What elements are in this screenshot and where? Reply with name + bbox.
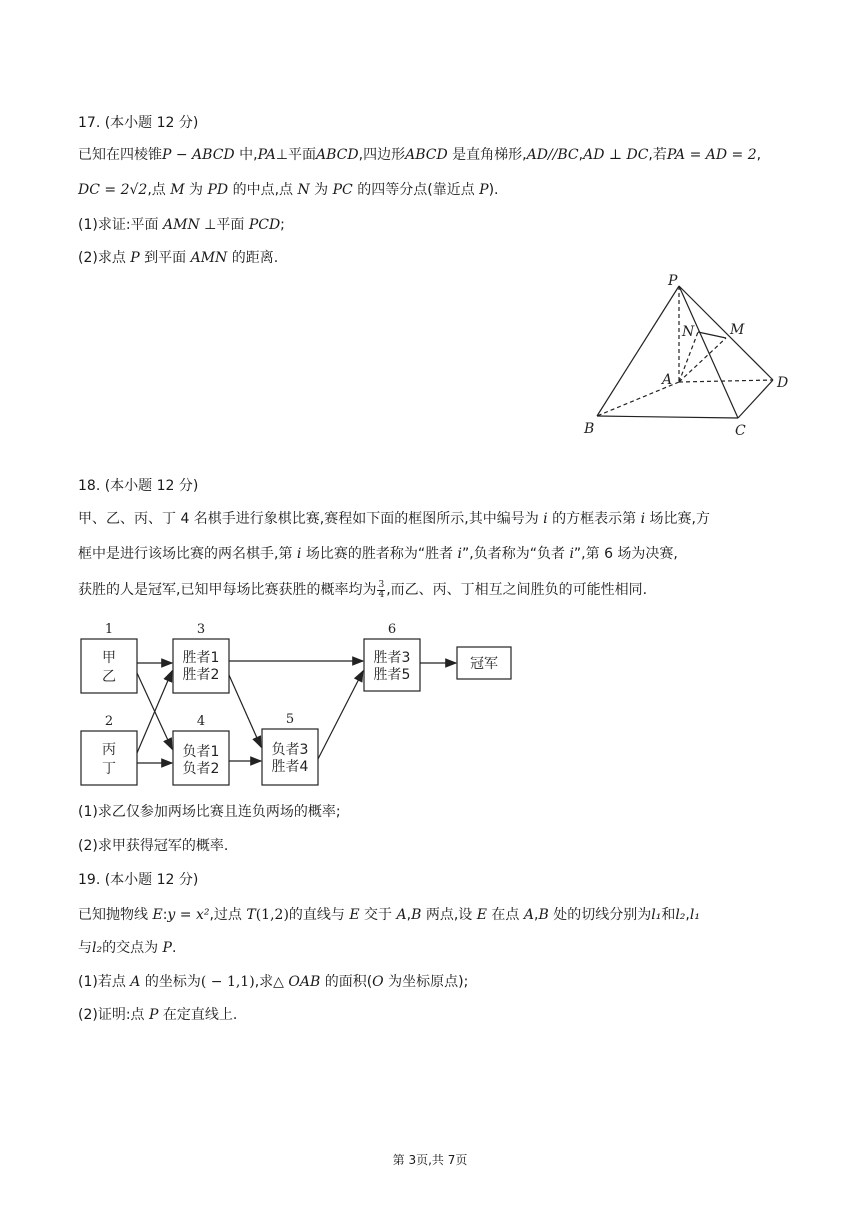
arrow-3-5 [229, 675, 261, 747]
q18-stem-line-1: 甲、乙、丙、丁 4 名棋手进行象棋比赛,赛程如下面的框图所示,其中编号为 i 的方框表示第 i 场比赛,方 [78, 511, 710, 527]
box-6-line-2: 胜者5 [373, 667, 411, 683]
q19-part-1: (1)若点 A 的坐标为( − 1,1),求△ OAB 的面积(O 为坐标原点); [78, 974, 469, 990]
box-1-line-1: 甲 [102, 650, 116, 666]
arrow-5-6 [318, 671, 363, 759]
box-3-number: 3 [196, 622, 206, 637]
label-D: D [777, 375, 789, 391]
q17-stem-line-1: 已知在四棱锥P − ABCD 中,PA⊥平面ABCD,四边形ABCD 是直角梯形,AD//BC,AD ⊥ DC,若PA = AD = 2, [78, 147, 762, 163]
box-6-line-1: 胜者3 [373, 650, 411, 666]
edge-PC [679, 286, 738, 418]
q17-header: 17. (本小题 12 分) [78, 115, 199, 131]
edge-PB [597, 286, 679, 416]
q18-part-2: (2)求甲获得冠军的概率. [78, 838, 229, 854]
box-5-line-2: 胜者4 [271, 759, 309, 775]
box-5-number: 5 [285, 712, 295, 727]
q17-part-2: (2)求点 P 到平面 AMN 的距离. [78, 250, 279, 266]
box-1-number: 1 [104, 622, 114, 637]
label-M: M [730, 322, 745, 338]
box-6-number: 6 [387, 622, 397, 637]
q17-stem-line-2: DC = 2√2,点 M 为 PD 的中点,点 N 为 PC 的四等分点(靠近点 P). [78, 182, 499, 198]
q18-part-1: (1)求乙仅参加两场比赛且连负两场的概率; [78, 804, 341, 820]
box-4-line-1: 负者1 [182, 744, 220, 760]
q17-part-1: (1)求证:平面 AMN ⊥平面 PCD; [78, 217, 285, 233]
q19-header: 19. (本小题 12 分) [78, 872, 199, 888]
box-2-line-1: 丙 [102, 742, 116, 758]
label-C: C [735, 423, 746, 439]
box-4-number: 4 [196, 714, 206, 729]
edge-CD [738, 380, 773, 418]
box-2-line-2: 丁 [102, 761, 116, 777]
edge-BC [597, 416, 738, 418]
page-footer: 第 3页,共 7页 [392, 1153, 468, 1167]
q19-stem-line-1: 已知抛物线 E:y = x²,过点 T(1,2)的直线与 E 交于 A,B 两点,设 E 在点 A,B 处的切线分别为l₁和l₂,l₁ [78, 907, 700, 923]
fraction-three-quarters: $\frac{3}{4}$ [378, 579, 385, 600]
q18-header: 18. (本小题 12 分) [78, 478, 199, 494]
box-4-line-2: 负者2 [182, 761, 220, 777]
label-B: B [584, 421, 595, 437]
q19-part-2: (2)证明:点 P 在定直线上. [78, 1007, 238, 1023]
box-5-line-1: 负者3 [271, 742, 309, 758]
label-N: N [682, 324, 695, 340]
box-2-number: 2 [104, 714, 114, 729]
match-flowchart [75, 613, 525, 791]
edge-AD [679, 380, 773, 382]
box-3-line-2: 胜者2 [182, 667, 220, 683]
box-1-line-2: 乙 [102, 669, 116, 685]
q18-stem-line-2: 框中是进行该场比赛的两名棋手,第 i 场比赛的胜者称为“胜者 i”,负者称为“负者 i”,第 6 场为决赛, [78, 546, 678, 562]
label-P: P [668, 273, 678, 289]
label-A: A [662, 372, 673, 388]
box-3-line-1: 胜者1 [182, 650, 220, 666]
q19-stem-line-2: 与l₂的交点为 P. [78, 940, 177, 956]
box-3 [173, 639, 229, 693]
q18-stem-line-3: 获胜的人是冠军,已知甲每场比赛获胜的概率均为 $\frac{3}{4}$ ,而乙、丙、丁相互之间胜负的可能性相同. [78, 579, 648, 600]
champion-label: 冠军 [470, 656, 498, 672]
pyramid-figure [575, 268, 795, 440]
